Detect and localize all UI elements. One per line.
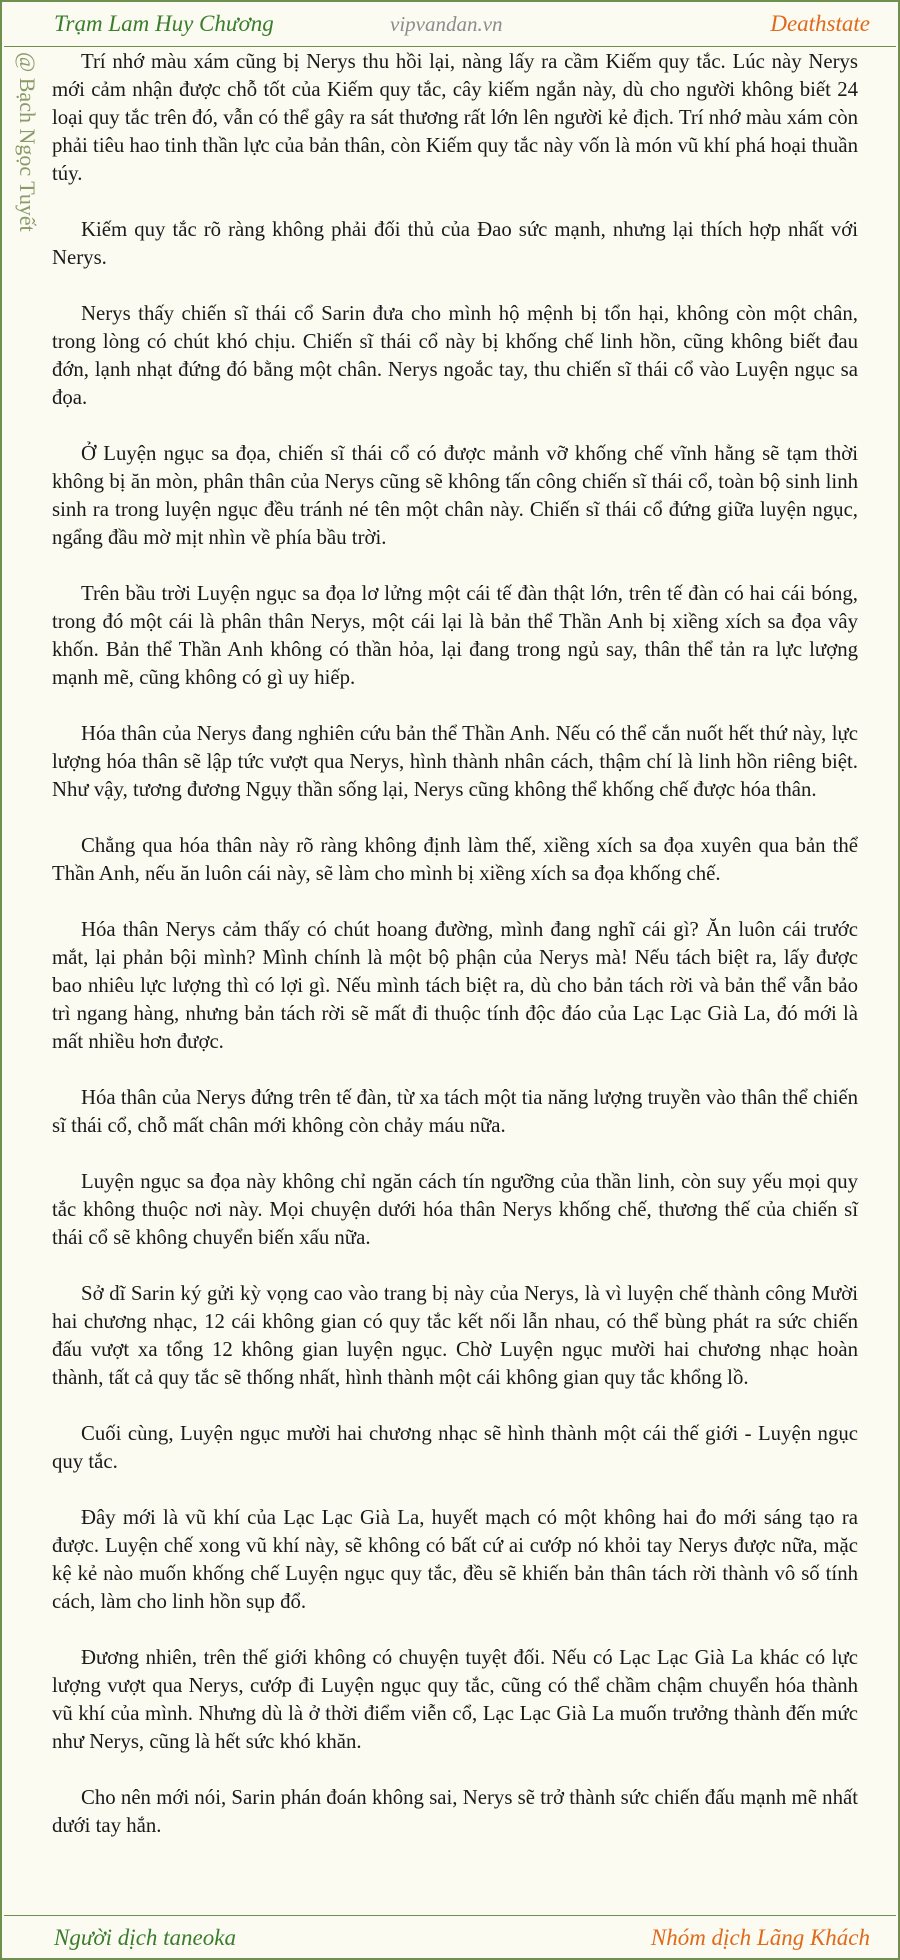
side-watermark-text: @ Bạch Ngọc Tuyết <box>15 52 40 232</box>
paragraph: Cho nên mới nói, Sarin phán đoán không sai, Nerys sẽ trở thành sức chiến đấu mạnh mẽ nhất dưới tay hắn. <box>52 1786 858 1837</box>
paragraph: Kiếm quy tắc rõ ràng không phải đối thủ của Đao sức mạnh, nhưng lại thích hợp nhất với Nerys. <box>52 218 858 269</box>
paragraph: Đây mới là vũ khí của Lạc Lạc Già La, huyết mạch có một không hai đo mới sáng tạo ra được. Luyện chế xong vũ khí này, sẽ không có bất cứ ai cướp nó khỏi tay Nerys được nữa, mặc kệ kẻ nào muốn khống chế Luyện ngục quy tắc, đều sẽ khiến bản thân tách rời thành vô số tính cách, làm cho linh hồn sụp đổ. <box>52 1506 858 1613</box>
paragraph: Cuối cùng, Luyện ngục mười hai chương nhạc sẽ hình thành một cái thế giới - Luyện ngục quy tắc. <box>52 1422 858 1473</box>
paragraph: Đương nhiên, trên thế giới không có chuyện tuyệt đối. Nếu có Lạc Lạc Già La khác có lực lượng vượt qua Nerys, cướp đi Luyện ngục quy tắc, cũng có thể chầm chậm chuyển hóa thành vũ khí của mình. Nhưng dù là ở thời điểm viễn cổ, Lạc Lạc Già La muốn trưởng thành đến mức như Nerys, cũng là hết sức khó khăn. <box>52 1646 858 1753</box>
footer-group: Nhóm dịch Lãng Khách <box>650 1925 870 1950</box>
paragraph: Hóa thân của Nerys đang nghiên cứu bản thể Thần Anh. Nếu có thể cắn nuốt hết thứ này, lực lượng hóa thân sẽ lập tức vượt qua Nerys, hình thành nhân cách, thậm chí là linh hồn riêng biệt. Như vậy, tương đương Ngụy thần sống lại, Nerys cũng không thể khống chế được hóa thân. <box>52 722 858 801</box>
header-author: Deathstate <box>770 11 870 36</box>
side-watermark <box>6 52 46 264</box>
paragraph: Hóa thân Nerys cảm thấy có chút hoang đường, mình đang nghĩ cái gì? Ăn luôn cái trước mắt, lại phản bội mình? Mình chính là một bộ phận của Nerys mà! Nếu tách biệt ra, lấy được bao nhiêu lực lượng thì có lợi gì. Nếu mình tách biệt ra, dù cho bản tách rời và bản thể vẫn bảo trì ngang hàng, nhưng bản tách rời sẽ mất đi thuộc tính độc đáo của Lạc Lạc Già La, đó mới là mất nhiều hơn được. <box>52 918 858 1053</box>
header-url: vipvandan.vn <box>390 12 503 36</box>
page-footer <box>4 1915 896 1958</box>
paragraph: Trí nhớ màu xám cũng bị Nerys thu hồi lại, nàng lấy ra cầm Kiếm quy tắc. Lúc này Nerys mới cảm nhận được chỗ tốt của Kiếm quy tắc, cây kiếm ngắn này, dù cho người không biết 24 loại quy tắc trên đó, vẫn có thể gây ra sát thương rất lớn lên người kẻ địch. Trí nhớ màu xám còn phải tiêu hao tinh thần lực của bản thân, còn Kiếm quy tắc này vốn là món vũ khí phá hoại thuần túy. <box>52 50 858 185</box>
paragraph: Chẳng qua hóa thân này rõ ràng không định làm thế, xiềng xích sa đọa xuyên qua bản thể Thần Anh, nếu ăn luôn cái này, sẽ làm cho mình bị xiềng xích sa đọa khống chế. <box>52 834 858 885</box>
paragraph: Hóa thân của Nerys đứng trên tế đàn, từ xa tách một tia năng lượng truyền vào thân thể chiến sĩ thái cổ, chỗ mất chân mới không còn chảy máu nữa. <box>52 1086 858 1137</box>
page-header <box>4 2 896 47</box>
footer-translator: Người dịch taneoka <box>54 1925 236 1950</box>
paragraph: Nerys thấy chiến sĩ thái cổ Sarin đưa cho mình hộ mệnh bị tổn hại, không còn một chân, trong lòng có chút khó chịu. Chiến sĩ thái cổ này bị khống chế linh hồn, cũng không biết đau đớn, lạnh nhạt đứng đó bằng một chân. Nerys ngoắc tay, thu chiến sĩ thái cổ vào Luyện ngục sa đọa. <box>52 302 858 409</box>
paragraph: Trên bầu trời Luyện ngục sa đọa lơ lửng một cái tế đàn thật lớn, trên tế đàn có hai cái bóng, trong đó một cái là phân thân Nerys, một cái lại là bản thể Thần Anh bị xiềng xích sa đọa vây khốn. Bản thể Thần Anh không có thần hỏa, lại đang trong ngủ say, thân thể tản ra lực lượng mạnh mẽ, cũng không có gì uy hiếp. <box>52 582 858 689</box>
paragraph: Sở dĩ Sarin ký gửi kỳ vọng cao vào trang bị này của Nerys, là vì luyện chế thành công Mười hai chương nhạc, 12 cái không gian có quy tắc kết nối lẫn nhau, có thể bùng phát ra sức chiến đấu vượt xa tổng 12 không gian luyện ngục. Chờ Luyện ngục mười hai chương nhạc hoàn thành, tất cả quy tắc sẽ thống nhất, hình thành một cái không gian quy tắc khổng lồ. <box>52 1282 858 1389</box>
header-site-name: Trạm Lam Huy Chương <box>54 11 274 36</box>
paragraph: Ở Luyện ngục sa đọa, chiến sĩ thái cổ có được mảnh vỡ khống chế vĩnh hằng sẽ tạm thời không bị ăn mòn, phân thân của Nerys cũng sẽ không tấn công chiến sĩ thái cổ, toàn bộ sinh linh sinh ra trong luyện ngục đều tránh né tên một chân này. Chiến sĩ thái cổ đứng giữa luyện ngục, ngẩng đầu mờ mịt nhìn về phía bầu trời. <box>52 442 858 549</box>
paragraph: Luyện ngục sa đọa này không chỉ ngăn cách tín ngưỡng của thần linh, còn suy yếu mọi quy tắc không thuộc nơi này. Mọi chuyện dưới hóa thân Nerys khống chế, thương thế của chiến sĩ thái cổ sẽ không chuyển biến xấu nữa. <box>52 1170 858 1249</box>
chapter-body <box>52 48 858 1868</box>
